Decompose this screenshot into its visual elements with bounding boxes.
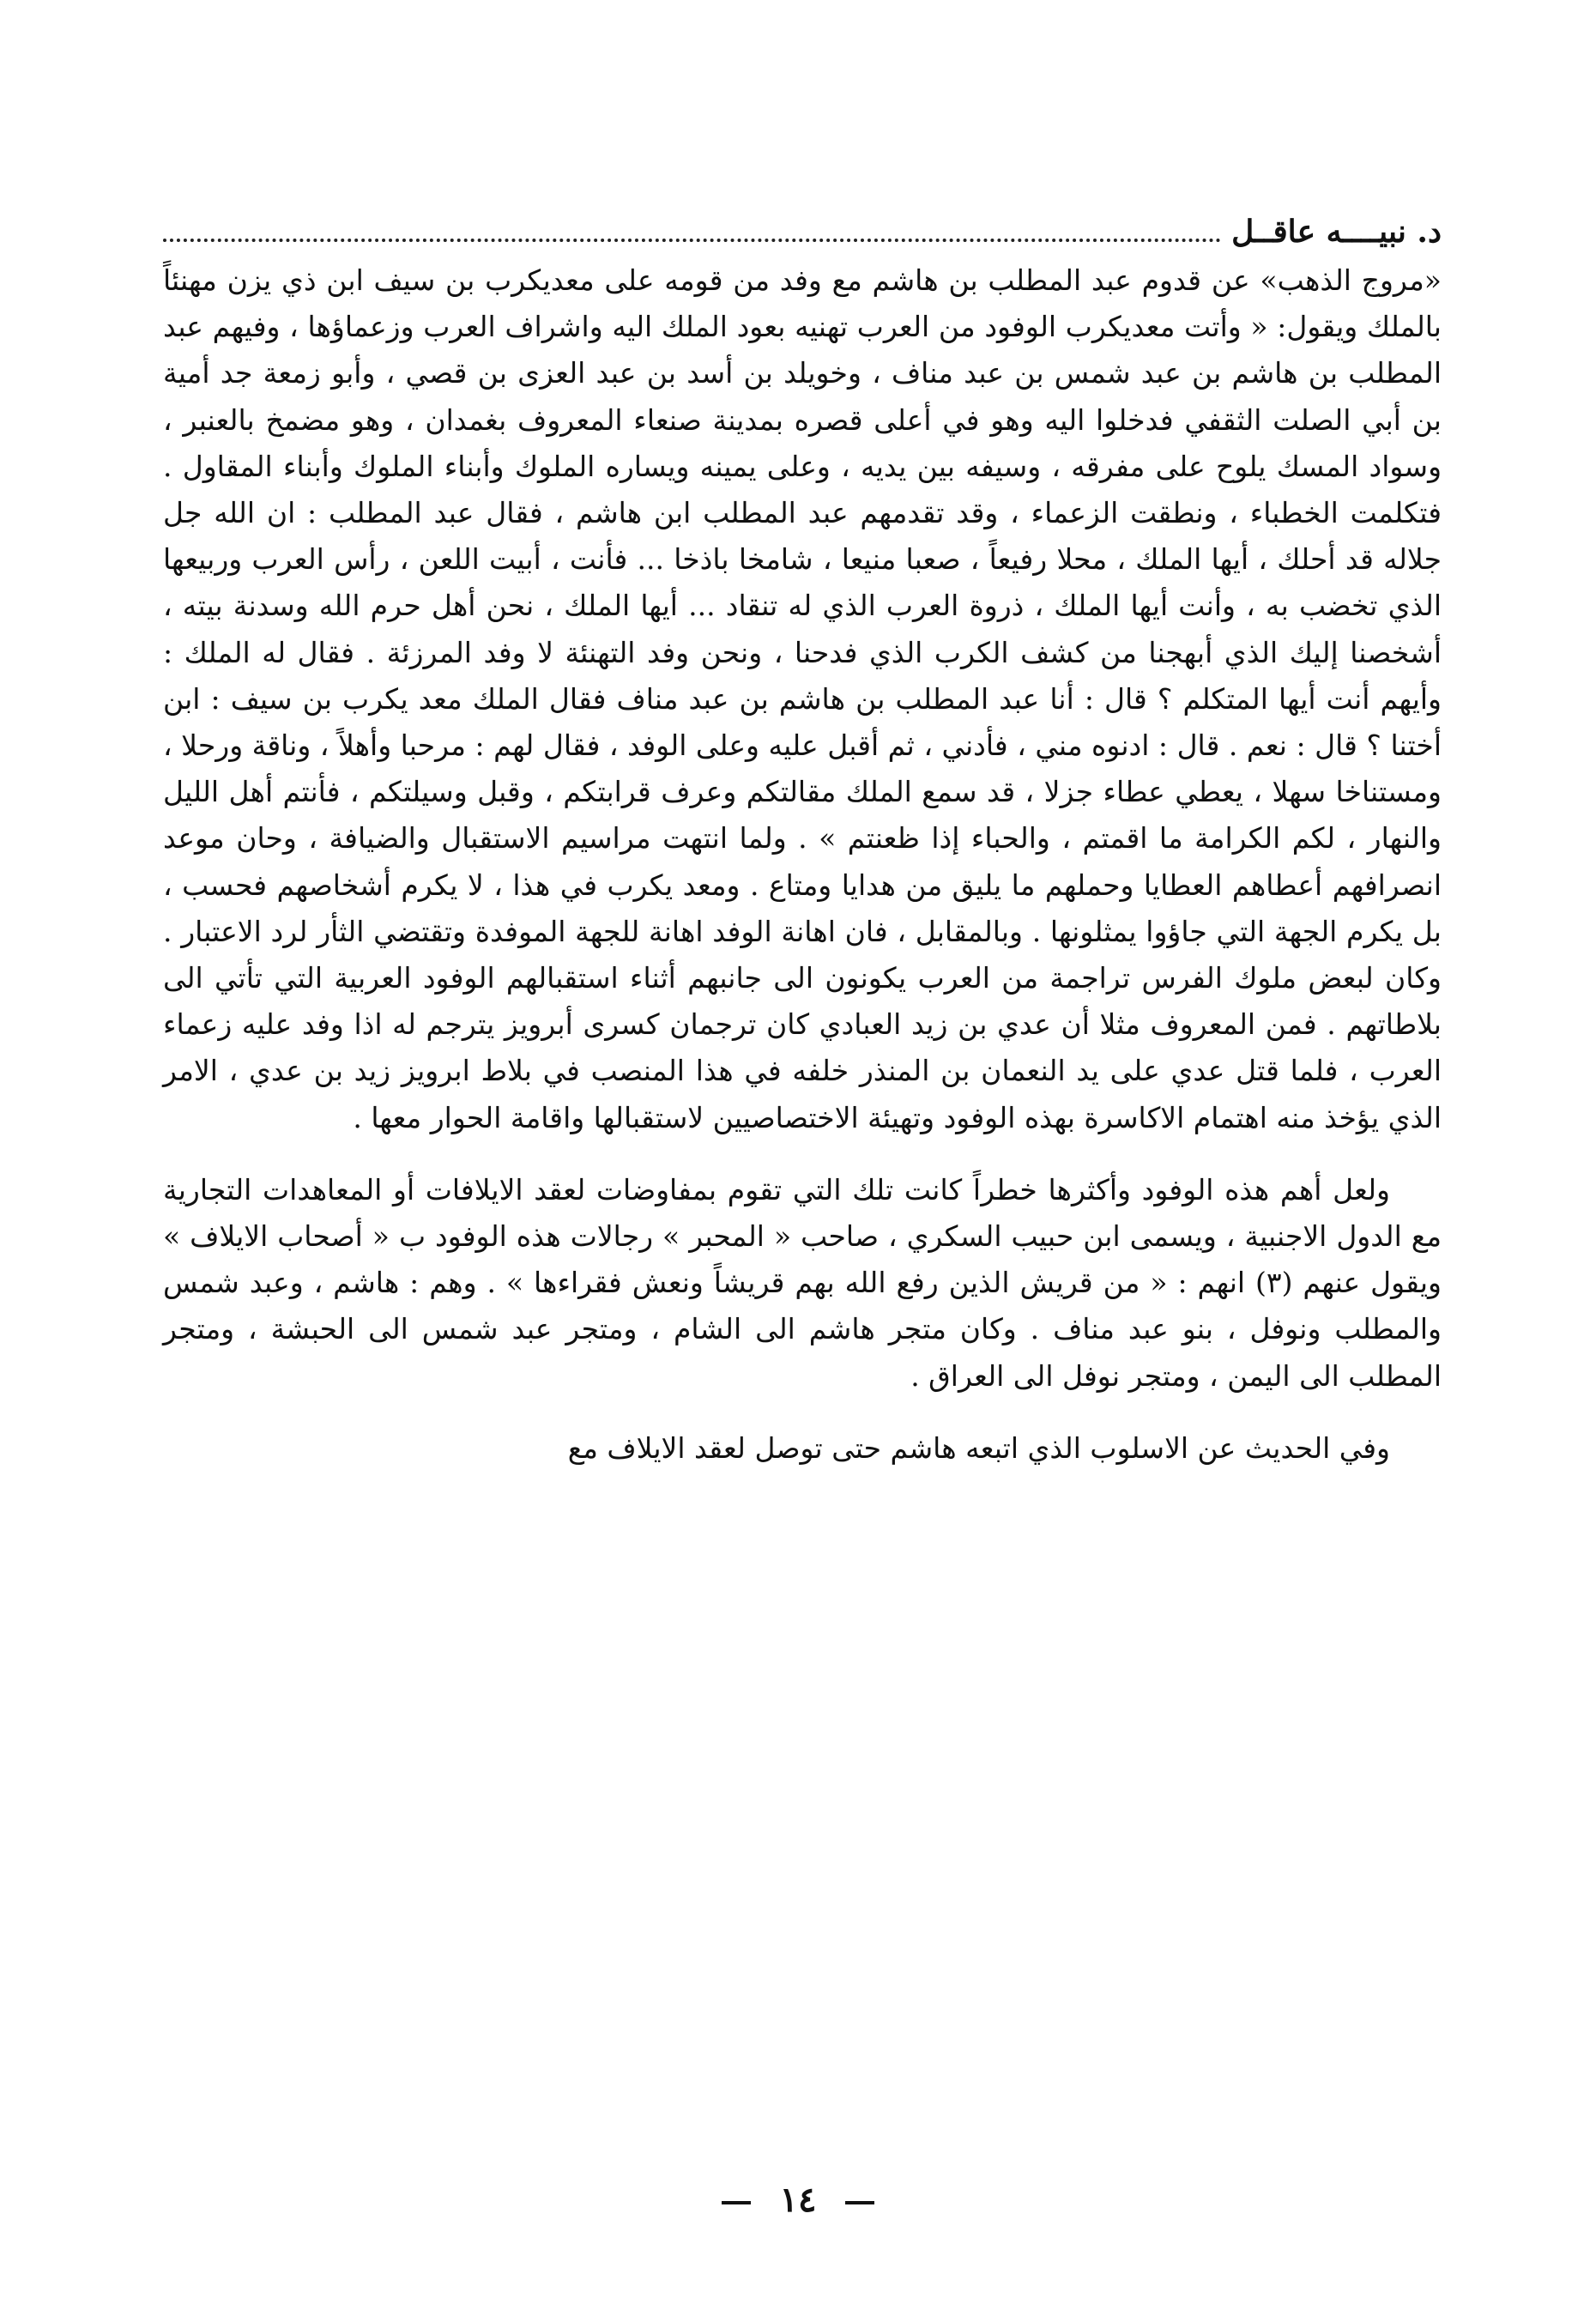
header-dotted-rule [163, 239, 1221, 242]
header-author: د. نبيــــه عاقــل [1231, 214, 1442, 250]
paragraph-1: «مروج الذهب» عن قدوم عبد المطلب بن هاشم مع وفد من قومه على معديكرب بن سيف ابن ذي يزن مهنئاً بالملك ويقول: « وأتت معديكرب الوفود من العرب تهنيه بعود الملك اليه واشراف العرب وزعماؤها ، وفيهم عبد المطلب بن هاشم بن عبد شمس بن عبد مناف ، وخويلد بن أسد بن عبد العزى بن قصي ، وأبو زمعة جد أمية بن أبي الصلت الثقفي فدخلوا اليه وهو في أعلى قصره بمدينة صنعاء المعروف بغمدان ، وهو مضمخ بالعنبر ، وسواد المسك يلوح على مفرقه ، وسيفه بين يديه ، وعلى يمينه ويساره الملوك وأبناء الملوك وأبناء المقاول . فتكلمت الخطباء ، ونطقت الزعماء ، وقد تقدمهم عبد المطلب ابن هاشم ، فقال عبد المطلب : ان الله جل جلاله قد أحلك ، أيها الملك ، محلا رفيعاً ، صعبا منيعا ، شامخا باذخا ... فأنت ، أبيت اللعن ، رأس العرب وربيعها الذي تخضب به ، وأنت أيها الملك ، ذروة العرب الذي له تنقاد ... أيها الملك ، نحن أهل حرم الله وسدنة بيته ، أشخصنا إليك الذي أبهجنا من كشف الكرب الذي فدحنا ، ونحن وفد التهنئة لا وفد المرزئة . فقال له الملك : وأيهم أنت أيها المتكلم ؟ قال : أنا عبد المطلب بن هاشم بن عبد مناف فقال الملك معد يكرب بن سيف : ابن أختنا ؟ قال : نعم . قال : ادنوه مني ، فأدني ، ثم أقبل عليه وعلى الوفد ، فقال لهم : مرحبا وأهلاً ، وناقة ورحلا ، ومستناخا سهلا ، يعطي عطاء جزلا ، قد سمع الملك مقالتكم وعرف قرابتكم ، وقبل وسيلتكم ، فأنتم أهل الليل والنهار ، لكم الكرامة ما اقمتم ، والحباء إذا ظعنتم » . ولما انتهت مراسيم الاستقبال والضيافة ، وحان موعد انصرافهم أعطاهم العطايا وحملهم ما يليق من هدايا ومتاع . ومعد يكرب في هذا ، لا يكرم أشخاصهم فحسب ، بل يكرم الجهة التي جاؤوا يمثلونها . وبالمقابل ، فان اهانة الوفد اهانة للجهة الموفدة وتقتضي الثأر لرد الاعتبار . وكان لبعض ملوك الفرس تراجمة من العرب يكونون الى جانبهم أثناء استقبالهم الوفود العربية التي تأتي الى بلاطاتهم . فمن المعروف مثلا أن عدي بن زيد العبادي كان ترجمان كسرى أبرويز يترجم له اذا وفد عليه زعماء العرب ، فلما قتل عدي على يد النعمان بن المنذر خلفه في هذا المنصب في بلاط ابرويز زيد بن عدي ، الامر الذي يؤخذ منه اهتمام الاكاسرة بهذه الوفود وتهيئة الاختصاصيين لاستقبالها واقامة الحوار معها . [163, 263, 1442, 1134]
folio-dash-left [722, 2201, 751, 2204]
paragraph-2: ولعل أهم هذه الوفود وأكثرها خطراً كانت تلك التي تقوم بمفاوضات لعقد الايلافات أو المعاهدات التجارية مع الدول الاجنبية ، ويسمى ابن حبيب السكري ، صاحب « المحبر » رجالات هذه الوفود ب « أصحاب الايلاف » ويقول عنهم (٣) انهم : « من قريش الذين رفع الله بهم قريشاً ونعش فقراءها » . وهم : هاشم ، وعبد شمس والمطلب ونوفل ، بنو عبد مناف . وكان متجر هاشم الى الشام ، ومتجر عبد شمس الى الحبشة ، ومتجر المطلب الى اليمن ، ومتجر نوفل الى العراق . [163, 1172, 1442, 1393]
folio-dash-right [845, 2201, 874, 2204]
page-number: ١٤ [779, 2180, 817, 2220]
page-footer [0, 2180, 1596, 2220]
body-text [163, 257, 1442, 1472]
running-header [163, 196, 1442, 250]
paragraph-3: وفي الحديث عن الاسلوب الذي اتبعه هاشم حتى توصل لعقد الايلاف مع [567, 1430, 1390, 1465]
